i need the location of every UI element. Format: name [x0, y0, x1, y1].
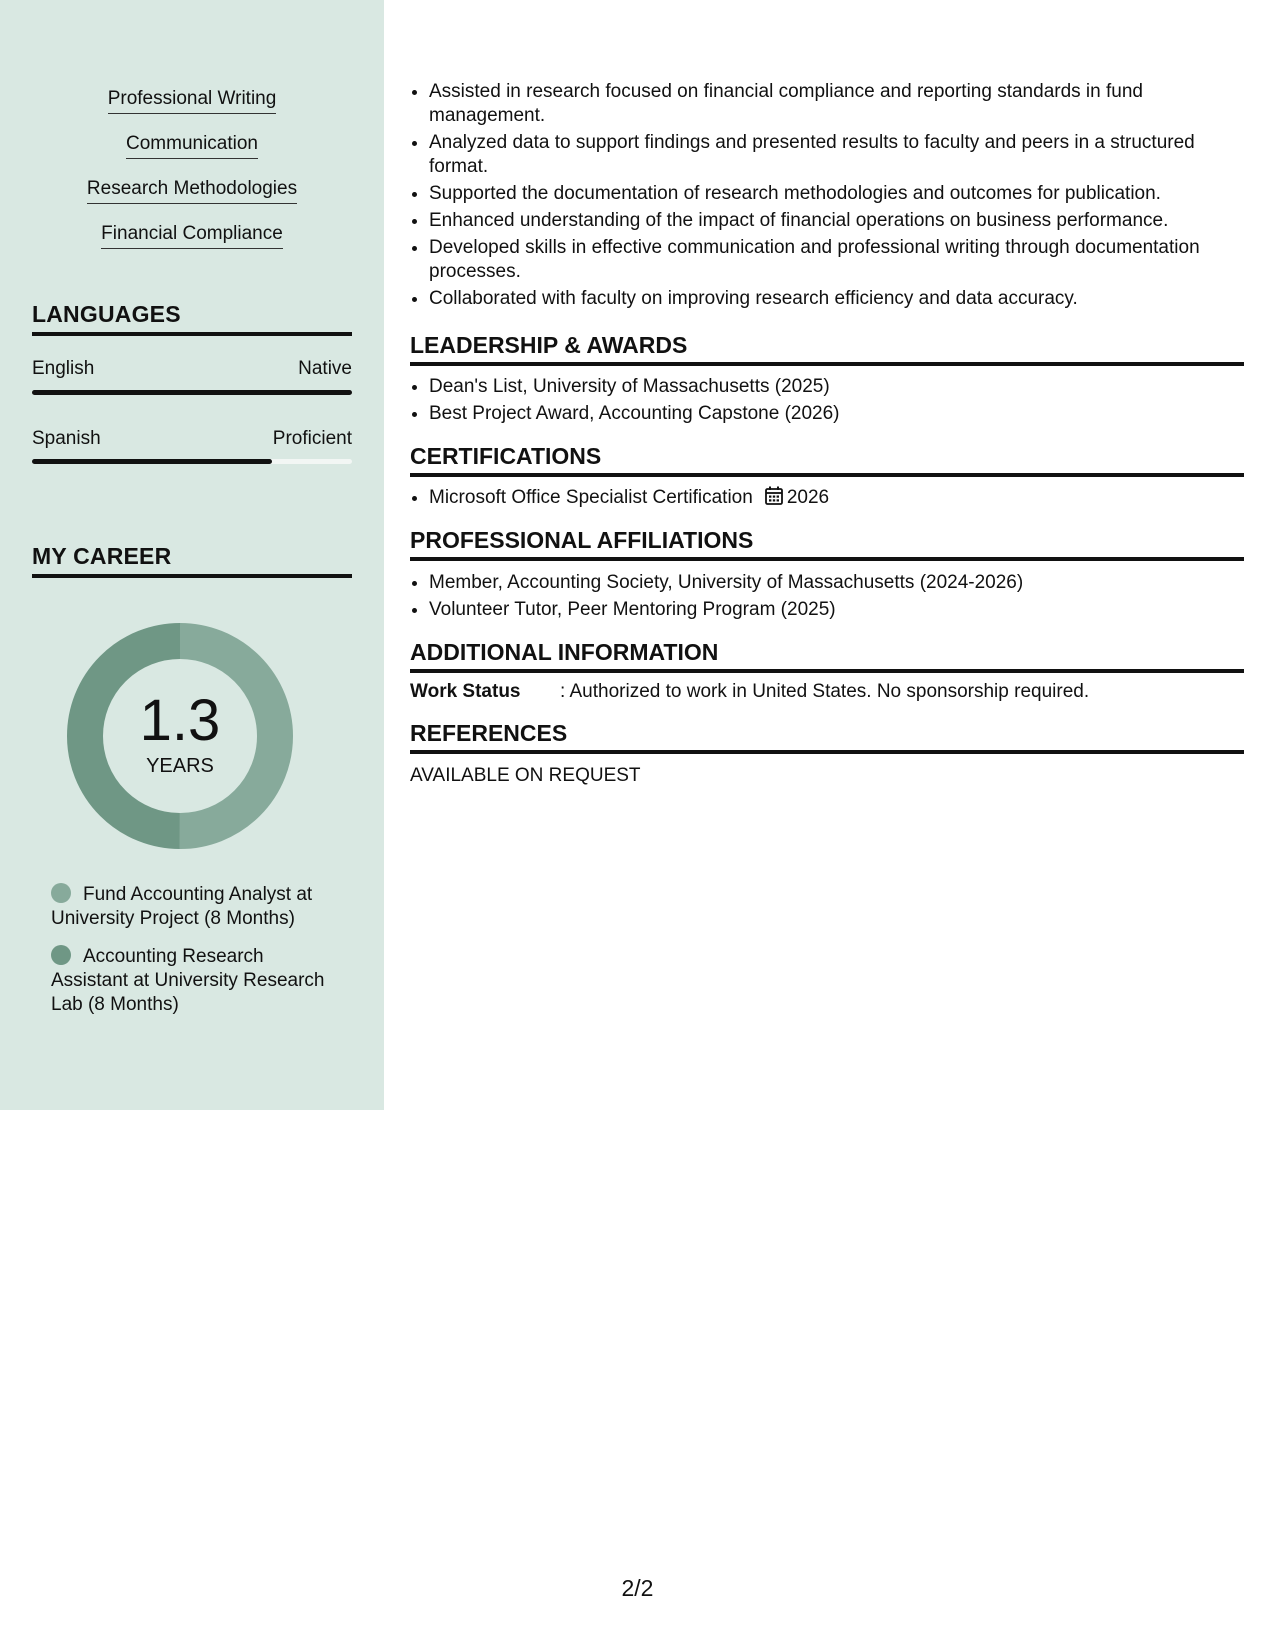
list-item: • Developed skills in effective communication and professional writing through documentation processes. — [429, 236, 1245, 284]
work-status-label: Work Status — [410, 681, 521, 702]
references-text: AVAILABLE ON REQUEST — [410, 765, 641, 786]
leadership-list — [410, 375, 1245, 429]
list-item: • Dean's List, University of Massachusetts (2025) — [429, 375, 1245, 399]
certifications-heading: CERTIFICATIONS — [410, 443, 1244, 477]
sidebar — [0, 0, 384, 1110]
skill-item: Financial Compliance — [0, 223, 384, 249]
list-item: • Volunteer Tutor, Peer Mentoring Program (2025) — [429, 598, 1245, 622]
skill-item: Communication — [0, 133, 384, 159]
career-item-text: Accounting Research Assistant at University Research Lab (8 Months) — [51, 946, 325, 1015]
list-item: • Analyzed data to support findings and presented results to faculty and peers in a structured format. — [429, 131, 1245, 179]
affiliations-list — [410, 571, 1245, 625]
language-name: Spanish — [32, 428, 101, 449]
experience-list — [410, 80, 1245, 314]
work-status-value: : Authorized to work in United States. No sponsorship required. — [560, 681, 1090, 702]
calendar-icon — [765, 486, 783, 505]
leadership-heading: LEADERSHIP & AWARDS — [410, 332, 1244, 366]
career-years-value: 1.3 — [139, 688, 221, 753]
list-item — [429, 486, 1245, 510]
references-heading: REFERENCES — [410, 720, 1244, 754]
language-bar-fill — [32, 459, 272, 464]
additional-info-heading: ADDITIONAL INFORMATION — [410, 639, 1244, 673]
languages-heading: LANGUAGES — [32, 301, 352, 336]
list-item: • Supported the documentation of research methodologies and outcomes for publication. — [429, 182, 1245, 206]
list-item: • Collaborated with faculty on improving research efficiency and data accuracy. — [429, 287, 1245, 311]
skill-item: Research Methodologies — [0, 178, 384, 204]
certifications-list — [410, 486, 1245, 513]
certification-name: Microsoft Office Specialist Certification — [429, 487, 753, 508]
certification-year: 2026 — [786, 487, 830, 508]
language-name: English — [32, 358, 95, 379]
language-level: Proficient — [272, 428, 352, 449]
career-item — [51, 883, 341, 931]
career-item-text: Fund Accounting Analyst at University Project (8 Months) — [51, 884, 313, 929]
language-row — [32, 358, 352, 380]
list-item: • Best Project Award, Accounting Capstone (2026) — [429, 402, 1245, 426]
language-level: Native — [298, 358, 352, 379]
language-bar — [32, 390, 352, 395]
legend-dot — [51, 883, 71, 903]
language-bar-fill — [32, 390, 352, 395]
career-heading: MY CAREER — [32, 543, 352, 578]
list-item: • Member, Accounting Society, University of Massachusetts (2024-2026) — [429, 571, 1245, 595]
language-bar — [32, 459, 352, 464]
page-number: 2/2 — [621, 1575, 654, 1601]
skill-item: Professional Writing — [0, 88, 384, 114]
additional-info-row — [410, 680, 1245, 704]
career-donut — [66, 622, 294, 850]
language-row — [32, 428, 352, 450]
list-item: • Assisted in research focused on financial compliance and reporting standards in fund management. — [429, 80, 1245, 128]
career-item — [51, 945, 341, 1017]
legend-dot — [51, 945, 71, 965]
career-years-label: YEARS — [146, 755, 214, 777]
affiliations-heading: PROFESSIONAL AFFILIATIONS — [410, 527, 1244, 561]
list-item: • Enhanced understanding of the impact of financial operations on business performance. — [429, 209, 1245, 233]
